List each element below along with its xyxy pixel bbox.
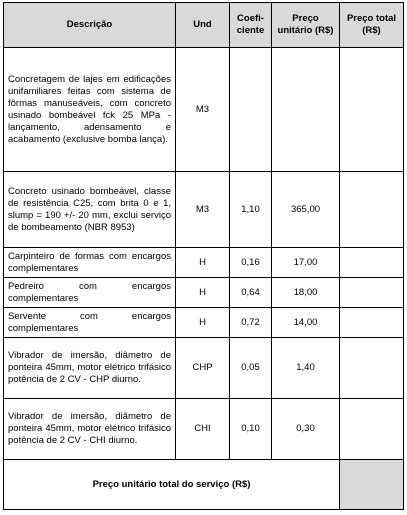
cell-descricao: Vibrador de imersão, diâmetro de ponteira 45mm, motor elétrico trifásico potência de 2 CV - CHP diurno. xyxy=(4,338,176,399)
cell-preco-unitario: 17,00 xyxy=(272,248,340,278)
cell-coeficiente: 0,64 xyxy=(230,278,272,308)
header-preco-total: Preço total (R$) xyxy=(340,3,404,48)
total-value xyxy=(340,460,404,510)
table-row xyxy=(4,248,404,278)
cell-und: M3 xyxy=(176,48,230,172)
cell-und: CHP xyxy=(176,338,230,399)
cell-coeficiente: 0,72 xyxy=(230,308,272,338)
cell-preco-total xyxy=(340,248,404,278)
cell-preco-unitario xyxy=(272,48,340,172)
cell-coeficiente: 0,05 xyxy=(230,338,272,399)
cell-und: M3 xyxy=(176,172,230,248)
cell-und: H xyxy=(176,308,230,338)
cell-preco-total xyxy=(340,278,404,308)
table-row xyxy=(4,399,404,460)
cell-preco-unitario: 14,00 xyxy=(272,308,340,338)
cell-preco-unitario: 18,00 xyxy=(272,278,340,308)
cell-descricao: Concretagem de lajes em edificações unifamiliares feitas com sistema de fôrmas manuseáveis, com concreto usinado bombeável fck 25 MPa - lançamento, adensamento e acabamento (exclusive bomba lança). xyxy=(4,48,176,172)
table-row xyxy=(4,278,404,308)
table-row xyxy=(4,172,404,248)
table-row xyxy=(4,308,404,338)
cell-preco-unitario: 0,30 xyxy=(272,399,340,460)
header-und: Und xyxy=(176,3,230,48)
cell-descricao: Carpinteiro de formas com encargos complementares xyxy=(4,248,176,278)
cell-preco-total xyxy=(340,308,404,338)
cell-coeficiente: 1,10 xyxy=(230,172,272,248)
cell-coeficiente: 0,16 xyxy=(230,248,272,278)
header-descricao: Descrição xyxy=(4,3,176,48)
cell-descricao: Servente com encargos complementares xyxy=(4,308,176,338)
cell-preco-total xyxy=(340,399,404,460)
cell-und: CHI xyxy=(176,399,230,460)
cell-coeficiente xyxy=(230,48,272,172)
cell-preco-unitario: 1,40 xyxy=(272,338,340,399)
table-row xyxy=(4,338,404,399)
table-row xyxy=(4,48,404,172)
cell-preco-total xyxy=(340,48,404,172)
cell-coeficiente: 0,10 xyxy=(230,399,272,460)
cell-preco-unitario: 365,00 xyxy=(272,172,340,248)
cell-preco-total xyxy=(340,172,404,248)
header-preco-unitario: Preço unitário (R$) xyxy=(272,3,340,48)
cell-und: H xyxy=(176,248,230,278)
cell-descricao: Pedreiro com encargos complementares xyxy=(4,278,176,308)
cell-descricao: Concreto usinado bombeável, classe de resistência C25, com brita 0 e 1, slump = 190 +/- 20 mm, exclui serviço de bombeamento (NBR 8953) xyxy=(4,172,176,248)
total-row xyxy=(4,460,404,510)
cell-und: H xyxy=(176,278,230,308)
total-label: Preço unitário total do serviço (R$) xyxy=(4,460,340,510)
cell-descricao: Vibrador de imersão, diâmetro de ponteira 45mm, motor elétrico trifásico potência de 2 CV - CHI diurno. xyxy=(4,399,176,460)
header-row xyxy=(4,3,404,48)
header-coeficiente: Coefi-ciente xyxy=(230,3,272,48)
cell-preco-total xyxy=(340,338,404,399)
composition-table xyxy=(3,2,404,510)
